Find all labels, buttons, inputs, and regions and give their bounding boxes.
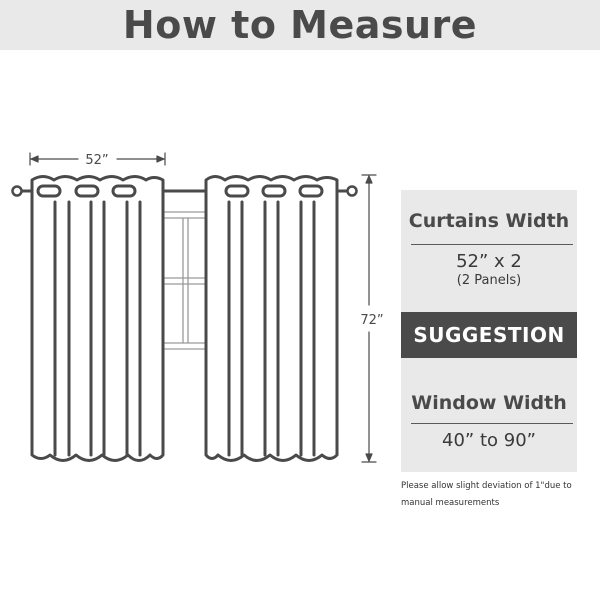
- window-width-value: 40” to 90”: [442, 430, 536, 451]
- window-frame: [163, 212, 206, 349]
- curtain-panel-right: [206, 177, 337, 461]
- curtains-width-value: 52” x 2: [456, 251, 522, 272]
- curtains-panels-note: (2 Panels): [456, 273, 522, 288]
- panel-length-label: 72”: [360, 313, 384, 328]
- grommets-right: [226, 186, 322, 196]
- divider: [411, 244, 573, 245]
- rod-finial-left: [13, 187, 22, 196]
- grommets-left: [38, 186, 135, 196]
- measurement-deviation-note: Please allow slight deviation of 1"due to manual measurements: [401, 481, 572, 508]
- measurement-info-panel: [401, 190, 577, 472]
- window-width-title: Window Width: [411, 392, 567, 414]
- rod-finial-right: [348, 187, 357, 196]
- panel-width-label: 52”: [85, 153, 109, 168]
- page-title: How to Measure: [122, 3, 478, 47]
- divider: [411, 423, 573, 424]
- curtain-panel-left: [32, 177, 163, 461]
- curtains-width-title: Curtains Width: [408, 210, 570, 232]
- suggestion-banner: SUGGESTION: [401, 312, 577, 358]
